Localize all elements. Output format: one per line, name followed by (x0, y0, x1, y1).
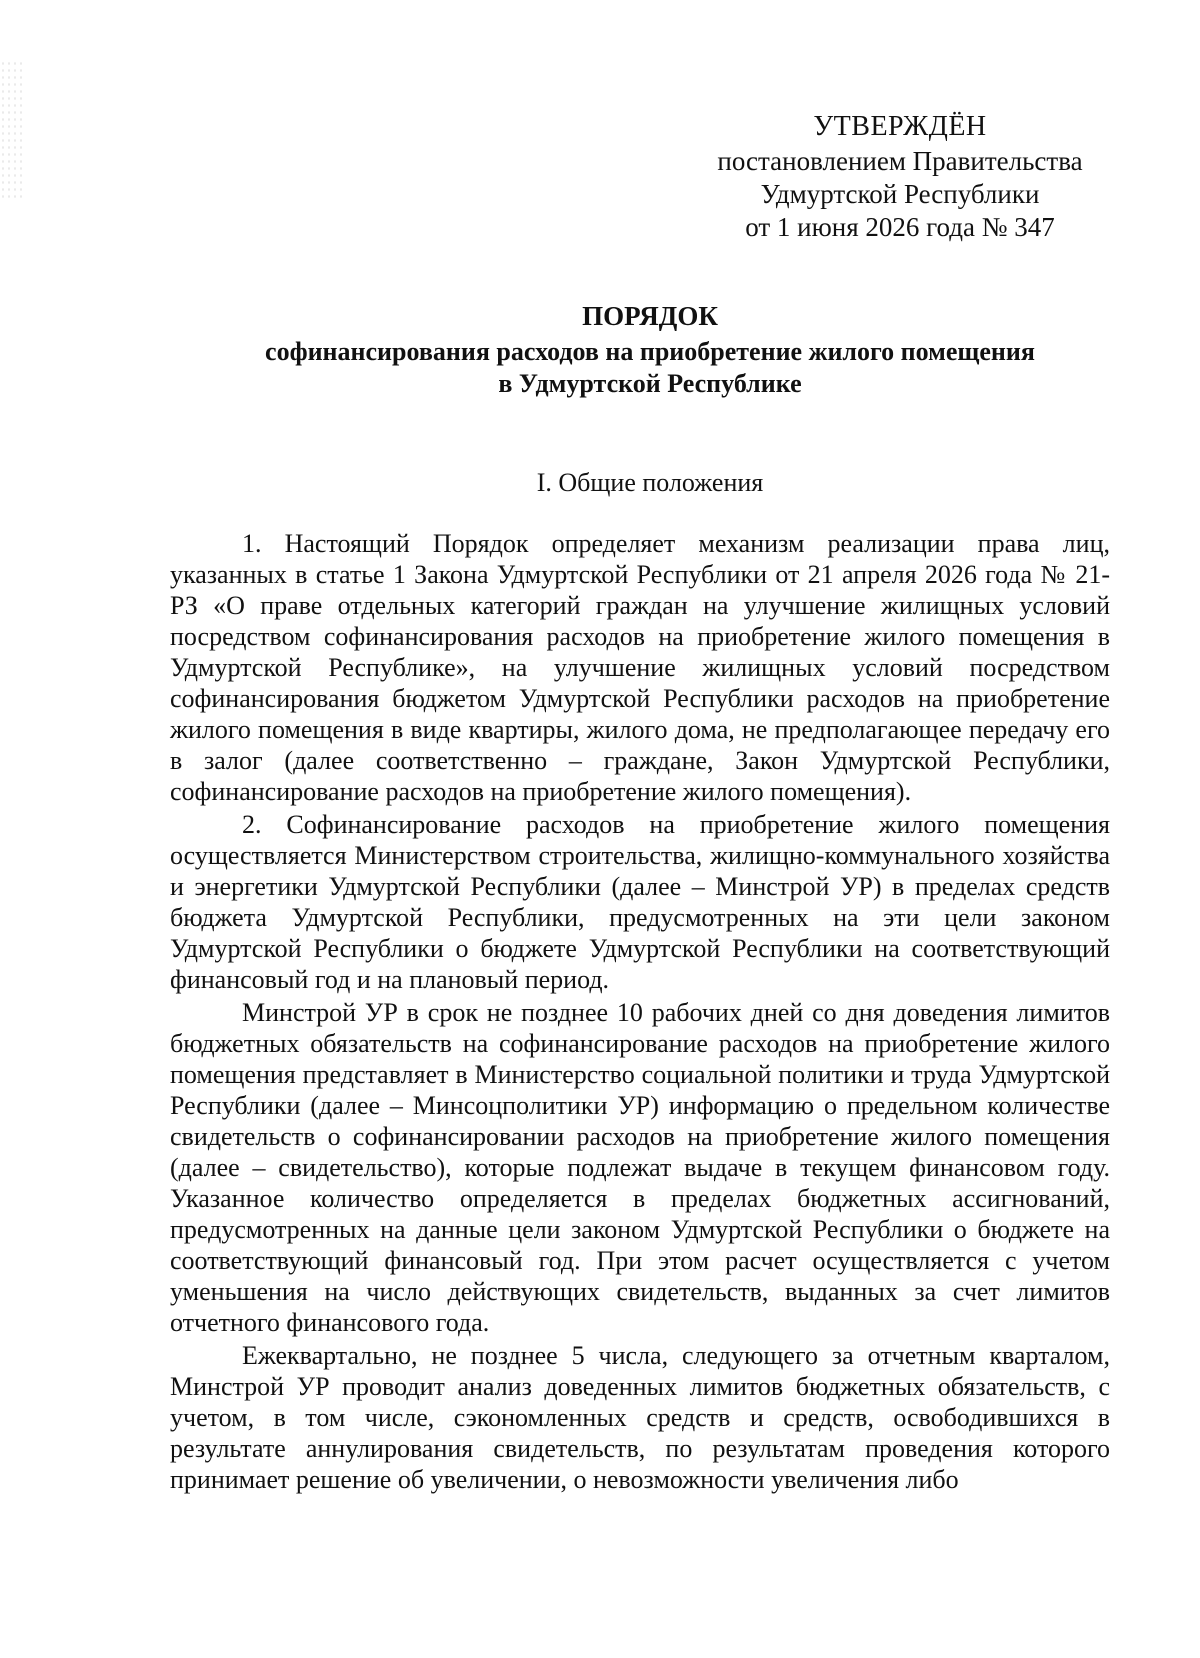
approval-line-1: постановлением Правительства (717, 146, 1083, 176)
approval-stamp-heading: УТВЕРЖДЁН (813, 111, 987, 142)
section-heading: I. Общие положения (536, 468, 764, 497)
approval-block (680, 110, 1120, 244)
document-title-line-2: в Удмуртской Республике (498, 369, 802, 398)
approval-line-2: Удмуртской Республики (760, 179, 1040, 209)
document-body (170, 528, 1110, 1497)
scan-artifact (0, 60, 26, 200)
document-title (170, 300, 1130, 400)
paragraph-2: 2. Софинансирование расходов на приобретение жилого помещения осуществляется Министерством строительства, жилищно-коммунального хозяйства и энергетики Удмуртской Республики (далее – Минстрой УР) в пределах средств бюджета Удмуртской Республики, предусмотренных на эти цели законом Удмуртской Республики о бюджете Удмуртской Республики на соответствующий финансовый год и на плановый период. (170, 810, 1110, 994)
paragraph-1: 1. Настоящий Порядок определяет механизм реализации права лиц, указанных в статье 1 Закона Удмуртской Республики от 21 апреля 2026 года № 21-РЗ «О праве отдельных категорий граждан на улучшение жилищных условий посредством софинансирования расходов на приобретение жилого помещения в Удмуртской Республике», на улучшение жилищных условий посредством софинансирования бюджетом Удмуртской Республики расходов на приобретение жилого помещения в виде квартиры, жилого дома, не предполагающее передачу его в залог (далее соответственно – граждане, Закон Удмуртской Республики, софинансирование расходов на приобретение жилого помещения). (170, 529, 1110, 806)
document-title-line-1: софинансирования расходов на приобретение жилого помещения (265, 337, 1035, 366)
document-title-main: ПОРЯДОК (582, 301, 718, 331)
paragraph-4: Ежеквартально, не позднее 5 числа, следующего за отчетным кварталом, Минстрой УР проводит анализ доведенных лимитов бюджетных обязательств, с учетом, в том числе, сэкономленных средств и средств, освободившихся в результате аннулирования свидетельств, по результатам проведения которого принимает решение об увеличении, о невозможности увеличения либо (170, 1341, 1110, 1494)
approval-line-3: от 1 июня 2026 года № 347 (745, 212, 1055, 242)
paragraph-3: Минстрой УР в срок не позднее 10 рабочих дней со дня доведения лимитов бюджетных обязательств на софинансирование расходов на приобретение жилого помещения представляет в Министерство социальной политики и труда Удмуртской Республики (далее – Минсоцполитики УР) информацию о предельном количестве свидетельств о софинансировании расходов на приобретение жилого помещения (далее – свидетельство), которые подлежат выдаче в текущем финансовом году. Указанное количество определяется в пределах бюджетных ассигнований, предусмотренных на данные цели законом Удмуртской Республики о бюджете на соответствующий финансовый год. При этом расчет осуществляется с учетом уменьшения на число действующих свидетельств, выданных за счет лимитов отчетного финансового года. (170, 998, 1110, 1337)
